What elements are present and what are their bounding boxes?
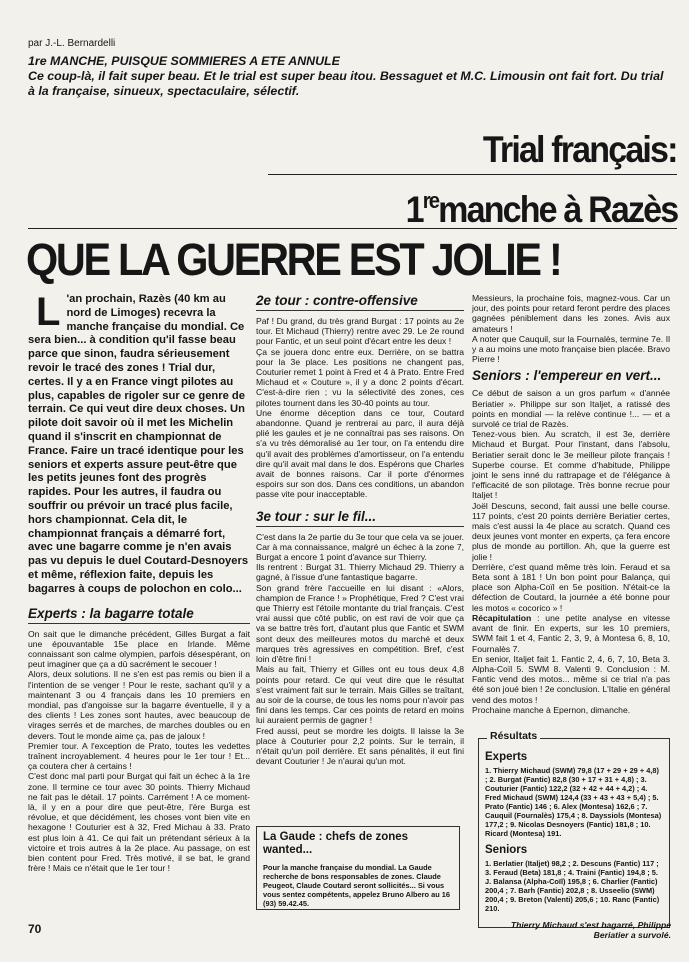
results-box — [478, 730, 670, 928]
section-heading-seniors: Seniors : l'empereur en vert... — [472, 368, 662, 384]
paragraph: On sait que le dimanche précédent, Gilles Burgat a fait une épouvantable 15e place en Irlande. Même connaissant son calme olympien, parfois désespérant, on peut imaginer que ça a dû sacrément le secouer ! — [28, 628, 250, 670]
paragraph: Tenez-vous bien. Au scratch, il est 3e, derrière Michaud et Burgat. Pour l'instant, dans l'absolu, Beriatier serait donc le 3e meilleur pilote français ! Superbe course. Et comme d'habitude, Philippe joint le sens inné du rattrapage et de l'élégance à l'efficacité de son pilotage. Très bonne recrue pour Italjet ! — [472, 429, 670, 501]
photo-caption: Thierry Michaud s'est bagarré, Philippe Beriatier a survolé. — [510, 920, 671, 940]
results-experts-list: 1. Thierry Michaud (SWM) 79,8 (17 + 29 + 29 + 4,8) ; 2. Burgat (Fantic) 82,8 (30 + 17 + 31 + 4,8) ; 3. Couturier (Fantic) 122,2 (32 + 42 + 44 + 4,2) ; 4. Fred Michaud (SWM) 124,4 (33 + 43 + 43 + 5,4) ; 5. Prato (Fantic) 146 ; 6. Alex (Montesa) 162,6 ; 7. Cauquil (Fournalès) 175,4 ; 8. Dayssiols (Montesa) 177,2 ; 9. Nicolas Desnoyers (Fantic) 181,8 ; 10. Ricard (Montesa) 191. — [485, 766, 662, 838]
paragraph: Récapitulation : une petite analyse en vitesse avant de finir. En experts, sur les 10 premiers, SWM fait 1 et 4, Fantic 2, 3, 9, à Montesa 6, 8, 10, Fournalès 7. — [472, 612, 670, 654]
title-rule-1 — [268, 174, 677, 175]
paragraph: Ce début de saison a un gros parfum « d'année Beriatier ». Philippe sur son Italjet, a ratissé des points en mondial — la relève continue !... — et a survolé ce trial de Razès. — [472, 388, 670, 430]
headline: QUE LA GUERRE EST JOLIE ! — [26, 234, 561, 285]
title-rule-2 — [28, 228, 677, 229]
paragraph: Ça se jouera donc entre eux. Derrière, on se battra pour la 3e place. Les positions ne changent pas, Couturier remet 1 point à Fred et 4 à Prato. Entre Fred Michaud et « Couture », il y a donc 2 points d'écart. C'est-à-dire rien ; vu la sélectivité des zones, ces pilotes tournent dans les 30-40 points au tour. — [256, 346, 464, 408]
paragraph: Derrière, c'est quand même très loin. Feraud et sa Beta sont à 181 ! Un bon point pour Balança, qui place son Alpha-Coïl en 5e position. N'était-ce la défection de Coutard, la journée a été bonne pour les motos « cocorico » ! — [472, 561, 670, 613]
column-1 — [28, 290, 250, 874]
paragraph: Mais au fait, Thierry et Gilles ont eu tous deux 4,8 points pour retard. Ce qui veut dire que le résultat s'est vraiment fait sur le terrain. Mais Gilles se traîtant, au soir de la course, de tous les noms pour n'avoir pas fini dans les temps. Car ces points de retard en moins lui auraient permis de gagner ! — [256, 664, 465, 726]
paragraph: En senior, Italjet fait 1. Fantic 2, 4, 6, 7, 10, Beta 3. Alpha-Coïl 5. SWM 8. Valenti 9. Conclusion : M. Fantic vend des motos... même si ce trial n'a pas été son joué bien ! 2e conclusion. L'Italie en général vend des motos ! — [472, 653, 670, 705]
title-line-1: Trial français: — [483, 129, 677, 170]
page-number: 70 — [28, 922, 42, 936]
results-experts-label: Experts — [485, 751, 528, 763]
results-seniors-list: 1. Berlatier (Italjet) 98,2 ; 2. Descuns (Fantic) 117 ; 3. Feraud (Beta) 181,8 ; 4. Traini (Fantic) 194,8 ; 5. J. Balansa (Alpha-Coïl) 195,8 ; 6. Charlier (Fantic) 200,4 ; 7. Barh (Fantic) 202,8 ; 8. Usseelio (SWM) 200,4 ; 9. Breton (Valenti) 205,6 ; 10. Ranc (Fantic) 210. — [485, 859, 660, 913]
column-3 — [472, 293, 670, 715]
results-title: Résultats — [487, 732, 540, 741]
deck-line-1: 1re MANCHE, PUISQUE SOMMIERES A ETE ANNULE — [28, 54, 340, 68]
section-heading-experts: Experts : la bagarre totale — [28, 606, 250, 624]
paragraph: Alors, deux solutions. Il ne s'en est pas remis ou bien il a l'intention de se venger ! Pour le reste, sachant qu'il y a maintenant 3 ou 4 français dans les 10 premiers en mondial, pas d'angoisse sur la bagarre éventuelle, il y a des clients ! Les zones sont hautes, avec beaucoup de virages serrés et de marches, de marches doubles ou en devers. Tout le monde aime ça, pas de jaloux ! — [28, 669, 250, 741]
la-gaude-box — [256, 826, 460, 910]
paragraph: Ils rentrent : Burgat 31. Thierry Michaud 29. Thierry a gagné, à l'issue d'une fantastique bagarre. — [256, 562, 464, 583]
paragraph: C'est dans la 2e partie du 3e tour que cela va se jouer. Car à ma connaissance, malgré un échec à la zone 7, Burgat a encore 1 point d'avance sur Thierry. — [256, 531, 464, 563]
drop-cap: L — [36, 290, 61, 334]
paragraph: Messieurs, la prochaine fois, magnez-vous. Car un jour, des points pour retard feront perdre des places gagnées péniblement dans les zones. Avis aux amateurs ! — [472, 293, 670, 334]
paragraph: Son grand frère l'accueille en lui disant : «Alors, champion de France ! » Prophétique, Fred ? C'est vrai que Thierry est l'étoile montante du trial français. C'est vrai aussi que côté public, on est ravi de voir que ça va se battre très fort, d'autant plus que Fantic et SWM sont deux des meilleures motos du marché et deux marques très agressives en compétition. Bref, c'est loin d'être fini ! — [256, 582, 464, 665]
deck — [28, 54, 668, 99]
byline: par J.-L. Bernardelli — [28, 38, 116, 49]
paragraph: Paf ! Du grand, du très grand Burgat : 17 points au 2e tour. Et Michaud (Thierry) rentre avec 29. Le 2e round pour Fantic, et un seul point d'écart entre les deux ! — [256, 316, 464, 347]
paragraph: Prochaine manche à Epernon, dimanche. — [472, 704, 631, 715]
section-heading-2e-tour: 2e tour : contre-offensive — [256, 293, 464, 311]
paragraph: Premier tour. A l'exception de Prato, toutes les vedettes traînent incroyablement. 4 heures pour le 1er tour ! Et... ça coutera cher à certains ! — [28, 740, 250, 772]
paragraph: A noter que Cauquil, sur la Fournalès, termine 7e. Il y a au moins une moto française bien placée. Bravo Pierre ! — [472, 333, 670, 365]
section-heading-3e-tour: 3e tour : sur le fil... — [256, 509, 464, 527]
recap-label: Récapitulation — [472, 612, 532, 623]
lead-paragraph: L 'an prochain, Razès (40 km au nord de Limoges) recevra la manche française du mondial. Ce sera bien... à condition qu'il fasse beau parce que sinon, faudra sérieusement revoir le tracé des zones ! Trial dur, certes. Il y a en France vingt pilotes au plus, capables de rigoler sur ce genre de terrain. Ce qui veut dire deux choses. Un pilote doit savoir où il met les Michelin quand il s'inscrit en championnat de France. Faire un tracé identique pour les seniors et experts assure peut-être que les petits jeunes font des progrès rapides. Pour les autres, il faudra ou souffrir ou prévoir un tracé plus facile, hors championnat. Cela dit, le championnat français a démarré fort, avec une bagarre comme je n'en avais pas vu depuis le duel Coutard-Desnoyers et même, réflexion faite, depuis les bagarres à coups de polochon en colo... — [28, 290, 249, 595]
results-seniors-label: Seniors — [485, 844, 528, 856]
title-line-2: 1remanche à Razès — [405, 188, 677, 230]
deck-line-2: Ce coup-là, il fait super beau. Et le trial est super beau itou. Bessaguet et M.C. Limousin ont fait fort. Du trial à la française, sinueux, spectaculaire, sélectif. — [28, 69, 664, 98]
box-body: Pour la manche française du mondial. La Gaude recherche de bons responsables de zones. Claude Peugeot, Claude Coutard seront sollicités... Si vous vous sentez compétents, appelez Bruno Albero au 16 (93) 59.42.45. — [263, 863, 450, 908]
box-title: La Gaude : chefs de zones wanted... — [263, 831, 409, 856]
column-2 — [256, 293, 464, 766]
paragraph: Une énorme déception dans ce tour, Coutard abandonne. Quand je rentrerai au parc, il aura déjà plié les gaules et je ne connaîtrai pas ses raisons. On s'a vu très démoralisé au 1er tour, on l'a entendu dire qu'il avait des problèmes d'amortisseur, on l'a entendu dire qu'il avait mal dans le dos. Espérons que Charles avait de bonnes raisons. Car il porte d'énormes espoirs sur son dos. Dans ces conditions, un abandon passe vite pour inacceptable. — [256, 407, 464, 500]
paragraph: C'est donc mal parti pour Burgat qui fait un échec à la 1re zone. Il termine ce tour avec 30 points. Thierry Michaud ne fait pas le détail. 17 points. Carrément ! A ce moment-là, il y en a pour dire que peut-être, l'ère Burga est révolue, et que décidément, les choses vont bien vite en hexagone ! Couturier est à 32, Fred Michau à 33. Prato est plus loin à 41. Ce qui fait un prétendant sérieux à la victoire et trois autres à la 2e place. Au passage, on est bien content pour Fred. Très motivé, il se bat, le grand frère ! Mais ce n'était que le 1er tour ! — [28, 771, 250, 874]
paragraph: Fred aussi, peut se mordre les doigts. Il laisse la 3e place à Couturier pour 2,2 points. Sur le terrain, il n'était qu'un poil derrière. Et sans pénalités, il eut fini devant Couturier ! Je n'aurai qu'un mot. — [256, 725, 464, 767]
paragraph: Joël Descuns, second, fait aussi une belle course. 117 points, c'est 20 points derrière Beriatier certes, mais c'est aussi la 4e place au scratch. Quand ces deux jeunes vont monter en experts, ça fera encore plus de monde au portillon. Ah, que la guerre est jolie ! — [472, 500, 670, 562]
